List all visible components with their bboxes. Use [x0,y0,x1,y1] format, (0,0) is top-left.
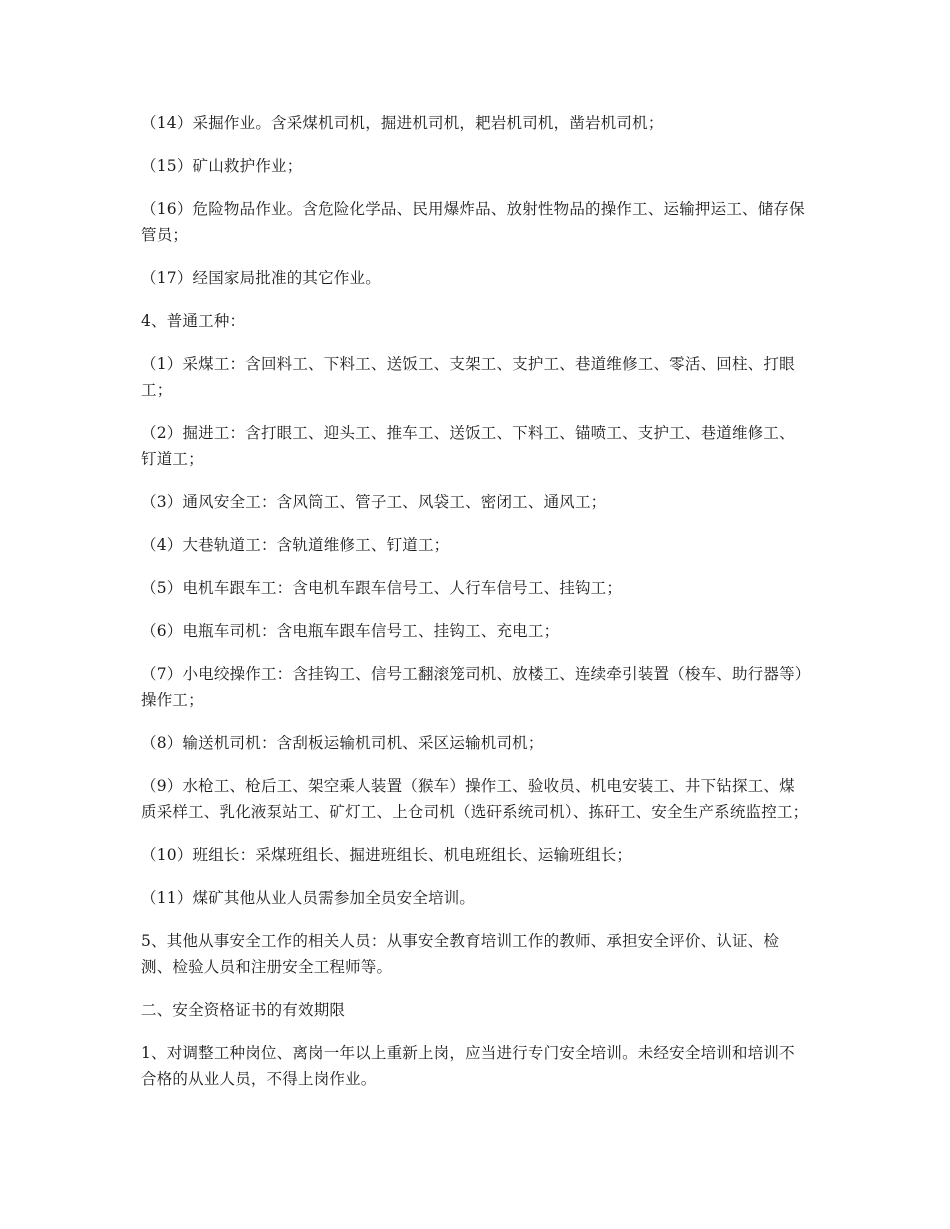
section-two-heading: 二、安全资格证书的有效期限 [141,1001,346,1019]
paragraph-9-misc-workers: （9）水枪工、枪后工、架空乘人装置（猴车）操作工、验收员、机电安装工、井下钻探工、煤质采样工、乳化液泵站工、矿灯工、上仓司机（选矸系统司机）、拣矸工、安全生产系统监控工； [141,777,809,821]
paragraph-16-hazardous: （16）危险物品作业。含危险化学品、民用爆炸品、放射性物品的操作工、运输押运工、储存保管员； [141,200,805,244]
section-5-related-personnel: 5、其他从事安全工作的相关人员：从事安全教育培训工作的教师、承担安全评价、认证、检测、检验人员和注册安全工程师等。 [141,932,780,976]
paragraph-1-retraining: 1、对调整工种岗位、离岗一年以上重新上岗，应当进行专门安全培训。未经安全培训和培训不合格的从业人员，不得上岗作业。 [141,1044,795,1088]
paragraph-6-battery-car-driver: （6）电瓶车司机：含电瓶车跟车信号工、挂钩工、充电工； [141,622,560,640]
paragraph-4-track-worker: （4）大巷轨道工：含轨道维修工、钉道工； [141,536,450,554]
section-4-heading: 4、普通工种： [141,312,246,330]
paragraph-14-mining: （14）采掘作业。含采煤机司机，掘进机司机，耙岩机司机，凿岩机司机； [141,114,664,132]
paragraph-11-other-staff: （11）煤矿其他从业人员需参加全员安全培训。 [141,889,476,907]
paragraph-7-winch-operator: （7）小电绞操作工：含挂钩工、信号工翻滚笼司机、放楼工、连续牵引装置（梭车、助行器等）操作工； [141,665,803,709]
paragraph-8-conveyor-driver: （8）输送机司机：含刮板运输机司机、采区运输机司机； [141,734,544,752]
document-body [141,110,809,1109]
paragraph-3-ventilation-worker: （3）通风安全工：含风筒工、管子工、风袋工、密闭工、通风工； [141,493,607,511]
paragraph-10-team-leaders: （10）班组长：采煤班组长、掘进班组长、机电班组长、运输班组长； [141,846,633,864]
paragraph-2-tunneling-worker: （2）掘进工：含打眼工、迎头工、推车工、送饭工、下料工、锚喷工、支护工、巷道维修工、钉道工； [141,424,795,468]
paragraph-15-rescue: （15）矿山救护作业； [141,157,303,175]
paragraph-17-other: （17）经国家局批准的其它作业。 [141,269,381,287]
paragraph-1-coal-worker: （1）采煤工：含回料工、下料工、送饭工、支架工、支护工、巷道维修工、零活、回柱、打眼工； [141,355,795,399]
paragraph-5-locomotive-worker: （5）电机车跟车工：含电机车跟车信号工、人行车信号工、挂钩工； [141,579,623,597]
